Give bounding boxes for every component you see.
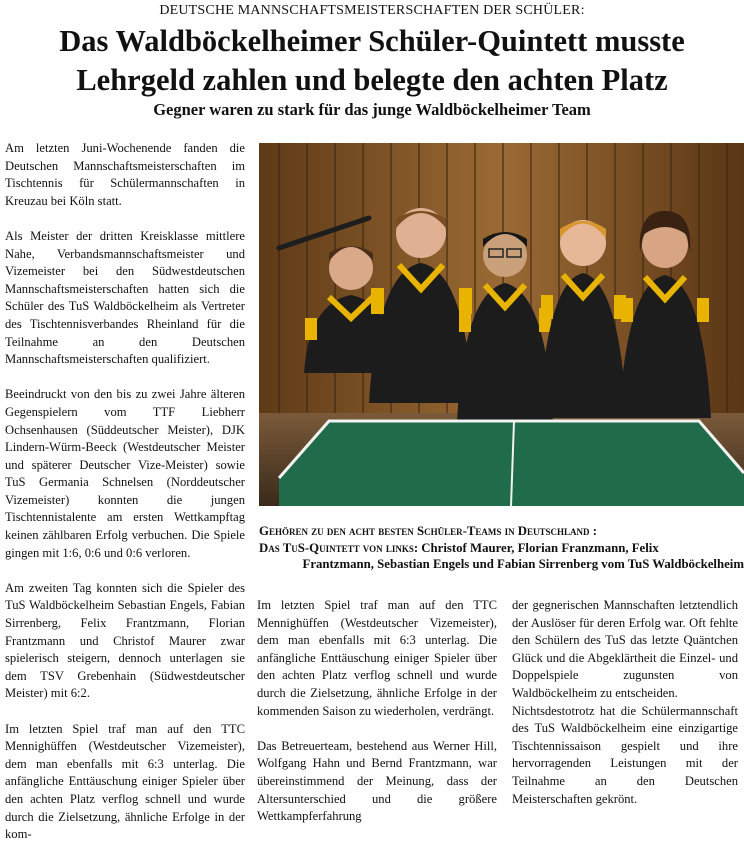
paragraph: Als Meister der dritten Kreisklasse mittlere Nahe, Verbandsmannschaftsmeister und Vizemeister bei den Südwestdeutschen Mannschaftsmeisterschaften hatten sich die Schüler des TuS Waldböckelheim als Vertreter des Tischtennisverbandes Rheinland für die Teilnahme an den Deutschen Mannschaftsmeisterschaften qualifiziert. xyxy=(5,228,245,367)
headline-line-2: Lehrgeld zahlen und belegte den achten Platz xyxy=(76,63,668,97)
paragraph: Im letzten Spiel traf man auf den TTC Mennighüffen (Westdeutscher Vizemeister), dem man ebenfalls mit 6:3 unterlag. Die anfängliche Enttäuschung einiger Spieler über den achten Platz verflog schnell und wurde durch die Zielsetzung, ähnliche Erfolge in der kom- xyxy=(5,721,245,842)
text-column-3 xyxy=(512,597,738,808)
paragraph: Nichtsdestotrotz hat die Schülermannschaft des TuS Waldböckelheim eine einzigartige Tischtennissaison gespielt und ihre hervorragenden Leistungen mit der Teilnahme an den Deutschen Meisterschaften gekrönt. xyxy=(512,703,738,806)
caption-line-3: Frantzmann, Sebastian Engels und Fabian Sirrenberg vom TuS Waldböckelheim xyxy=(302,557,744,572)
paragraph: der gegnerischen Mannschaften letztendlich der Auslöser für deren Erfolg war. Oft fehlte den Schülern des TuS das letzte Quäntchen Glück und die Abgeklärtheit die Einzel- und Doppelspiele zugunsten von Waldböckelheim zu entscheiden. xyxy=(512,598,738,700)
caption-names-line-2: Christof Maurer, Florian Franzmann, Felix xyxy=(421,540,659,555)
paragraph: Am letzten Juni-Wochenende fanden die Deutschen Mannschaftsmeisterschaften im Tischtennis für Schülermannschaften in Kreuzau bei Köln statt. xyxy=(5,141,245,208)
paragraph: Beeindruckt von den bis zu zwei Jahre älteren Gegenspielern vom TTF Liebherr Ochsenhausen (Süddeutscher Meister), DJK Lindern-Würm-Beeck (Westdeutscher Meister und späterer Deutscher Vize-Meister) sowie TuS Germania Schnelsen (Norddeutscher Vizemeister) konnten die jungen Tischtennistalente am ersten Wettkampftag keinen zählbaren Erfolg verbuchen. Die Spiele gingen mit 1:6, 0:6 und 0:6 verloren. xyxy=(5,387,245,560)
team-photo xyxy=(259,143,744,506)
article-subheadline: Gegner waren zu stark für das junge Waldböckelheimer Team xyxy=(153,100,591,119)
caption-lead-line-2: Das TuS-Quintett von links: xyxy=(259,540,419,555)
team-photo-illustration xyxy=(259,143,744,506)
paragraph: Am zweiten Tag konnten sich die Spieler des TuS Waldböckelheim Sebastian Engels, Fabian Sirrenberg, Felix Frantzmann, Florian Frantzmann und Christof Maurer zwar spielerisch steigern, dennoch unterlagen sie dem TSV Grebenhain (Südwestdeutscher Meister) mit 6:2. xyxy=(5,580,245,701)
headline-line-1: Das Waldböckelheimer Schüler-Quintett musste xyxy=(59,24,685,58)
paragraph: Im letzten Spiel traf man auf den TTC Mennighüffen (Westdeutscher Vizemeister), dem man ebenfalls mit 6:3 unterlag. Die anfängliche Enttäuschung einiger Spieler über den achten Platz verflog schnell und wurde durch die Zielsetzung, ähnliche Erfolge in der kommenden Saison zu wiederholen, verdrängt. xyxy=(257,598,497,718)
caption-lead-line-1: Gehören zu den acht besten Schüler-Teams in Deutschland : xyxy=(259,524,598,538)
text-column-2 xyxy=(257,597,497,826)
article-kicker: DEUTSCHE MANNSCHAFTSMEISTERSCHAFTEN DER SCHÜLER: xyxy=(159,3,585,18)
text-column-1 xyxy=(5,140,245,844)
photo-caption xyxy=(259,523,744,573)
ping-pong-table xyxy=(279,421,744,506)
article-headline xyxy=(0,22,744,100)
paragraph: Das Betreuerteam, bestehend aus Werner Hill, Wolfgang Hahn und Bernd Frantzmann, war übereinstimmend der Meinung, dass der Altersunterschied und die größere Wettkampferfahrung xyxy=(257,738,497,824)
